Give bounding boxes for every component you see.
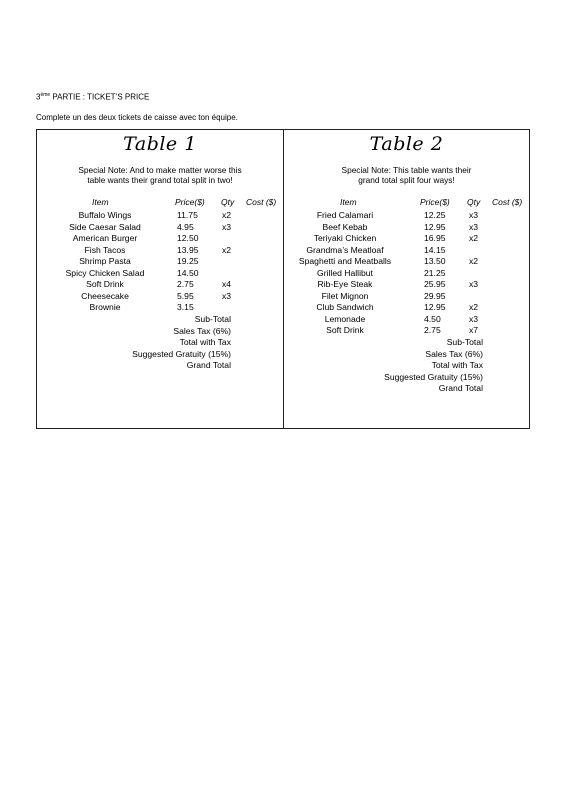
- table-row: [37, 233, 283, 245]
- item-price: 14.15: [424, 244, 446, 255]
- table-row: [37, 210, 283, 222]
- column-header-qty: Qty: [467, 197, 481, 207]
- item-price: 16.95: [424, 233, 446, 243]
- grand-total-label: Grand Total: [438, 383, 483, 393]
- item-price: 19.25: [177, 256, 199, 266]
- item-price: 13.50: [424, 256, 446, 266]
- column-header-cost: Cost ($): [492, 197, 523, 207]
- item-price: 11.75: [177, 210, 198, 220]
- item-price: 13.95: [177, 244, 199, 255]
- item-name: Soft Drink: [86, 279, 124, 289]
- item-name: Brownie: [89, 302, 121, 312]
- item-qty: x2: [469, 302, 479, 312]
- special-note-line: grand total split four ways!: [358, 175, 455, 185]
- section-heading: [36, 92, 149, 102]
- table-row: [284, 314, 529, 326]
- item-list: [37, 210, 283, 314]
- special-note: [292, 165, 521, 185]
- item-name: Cheesecake: [81, 290, 129, 301]
- column-header-item: Item: [340, 197, 357, 207]
- item-price: 4.50: [424, 313, 441, 324]
- part-superscript: ème: [40, 92, 51, 98]
- table-row: [37, 279, 283, 291]
- item-qty: x3: [469, 221, 479, 232]
- item-name: Side Caesar Salad: [69, 221, 141, 232]
- special-note-line: table wants their grand total split in two!: [87, 175, 233, 185]
- item-name: Teriyaki Chicken: [313, 233, 377, 243]
- column-header-price: Price($): [175, 197, 205, 207]
- item-price: 4.95: [177, 221, 194, 232]
- item-name: Lemonade: [324, 313, 366, 324]
- gratuity-label: Suggested Gratuity (15%): [384, 371, 483, 382]
- item-name: Fried Calamari: [316, 210, 374, 220]
- item-name: Soft Drink: [326, 325, 364, 335]
- item-name: American Burger: [72, 233, 138, 243]
- part-number: 3: [36, 92, 41, 102]
- item-name: Club Sandwich: [316, 302, 374, 312]
- total-with-tax-label: Total with Tax: [431, 360, 483, 370]
- item-qty: x3: [469, 210, 479, 220]
- item-name: Buffalo Wings: [78, 210, 132, 220]
- table-row: [284, 268, 529, 280]
- special-note-line: Special Note: And to make matter worse this: [78, 165, 242, 175]
- grand-total-label: Grand Total: [186, 360, 231, 370]
- item-price: 25.95: [424, 279, 446, 289]
- item-name: Fish Tacos: [84, 244, 126, 255]
- item-name: Grandma’s Meatloaf: [306, 244, 384, 255]
- column-header-qty: Qty: [221, 197, 235, 207]
- table-row: [37, 291, 283, 303]
- table-row: [284, 256, 529, 268]
- item-qty: x7: [469, 325, 479, 335]
- totals-section: [37, 314, 231, 372]
- special-note: [45, 165, 275, 185]
- ticket-title: Table 1: [123, 133, 197, 155]
- table-row: [37, 302, 283, 314]
- part-title: PARTIE : TICKET’S PRICE: [52, 92, 150, 102]
- item-name: Spaghetti and Meatballs: [298, 256, 392, 266]
- item-name: Filet Mignon: [321, 290, 369, 301]
- item-name: Beef Kebab: [322, 221, 368, 232]
- subtotal-label: Sub-Total: [194, 314, 231, 324]
- item-qty: x2: [222, 210, 232, 220]
- table-row: [284, 245, 529, 257]
- item-price: 2.75: [177, 279, 194, 289]
- item-qty: x3: [469, 279, 479, 289]
- special-note-line: Special Note: This table wants their: [341, 165, 472, 175]
- item-qty: x2: [222, 244, 232, 255]
- item-price: 12.95: [424, 221, 446, 232]
- item-price: 12.95: [424, 302, 446, 312]
- ticket-title: Table 2: [369, 133, 444, 155]
- item-price: 29.95: [424, 290, 446, 301]
- item-list: [284, 210, 529, 337]
- table-row: [37, 222, 283, 234]
- column-header-price: Price($): [420, 197, 450, 207]
- item-qty: x2: [469, 256, 479, 266]
- table-row: [284, 233, 529, 245]
- table-row: [37, 245, 283, 257]
- sales-tax-label: Sales Tax (6%): [173, 325, 231, 336]
- item-price: 5.95: [177, 290, 194, 301]
- item-qty: x2: [469, 233, 479, 243]
- table-row: [37, 256, 283, 268]
- column-header-cost: Cost ($): [246, 197, 277, 207]
- item-price: 2.75: [424, 325, 441, 335]
- table-row: [284, 302, 529, 314]
- table-row: [284, 291, 529, 303]
- item-qty: x3: [222, 290, 232, 301]
- table-row: [284, 279, 529, 291]
- item-price: 12.25: [424, 210, 446, 220]
- item-name: Rib-Eye Steak: [317, 279, 373, 289]
- item-qty: x3: [222, 221, 232, 232]
- total-with-tax-label: Total with Tax: [179, 337, 231, 347]
- item-name: Spicy Chicken Salad: [65, 267, 145, 278]
- item-price: 14.50: [177, 267, 199, 278]
- item-price: 3.15: [177, 302, 194, 312]
- gratuity-label: Suggested Gratuity (15%): [132, 348, 231, 359]
- item-name: Shrimp Pasta: [79, 256, 131, 266]
- ticket-table-2: [283, 130, 529, 428]
- table-row: [284, 325, 529, 337]
- table-row: [37, 268, 283, 280]
- subtotal-label: Sub-Total: [446, 337, 483, 347]
- item-name: Grilled Hallibut: [317, 267, 373, 278]
- instruction-text: Complete un des deux tickets de caisse avec ton équipe.: [36, 113, 238, 122]
- item-qty: x3: [469, 313, 479, 324]
- sales-tax-label: Sales Tax (6%): [425, 348, 483, 359]
- item-price: 21.25: [424, 267, 446, 278]
- column-header-item: Item: [92, 197, 109, 207]
- item-qty: x4: [222, 279, 232, 289]
- tickets-container: [36, 129, 530, 429]
- table-row: [284, 222, 529, 234]
- table-row: [284, 210, 529, 222]
- item-price: 12.50: [177, 233, 199, 243]
- ticket-table-1: [37, 130, 283, 428]
- totals-section: [284, 337, 483, 395]
